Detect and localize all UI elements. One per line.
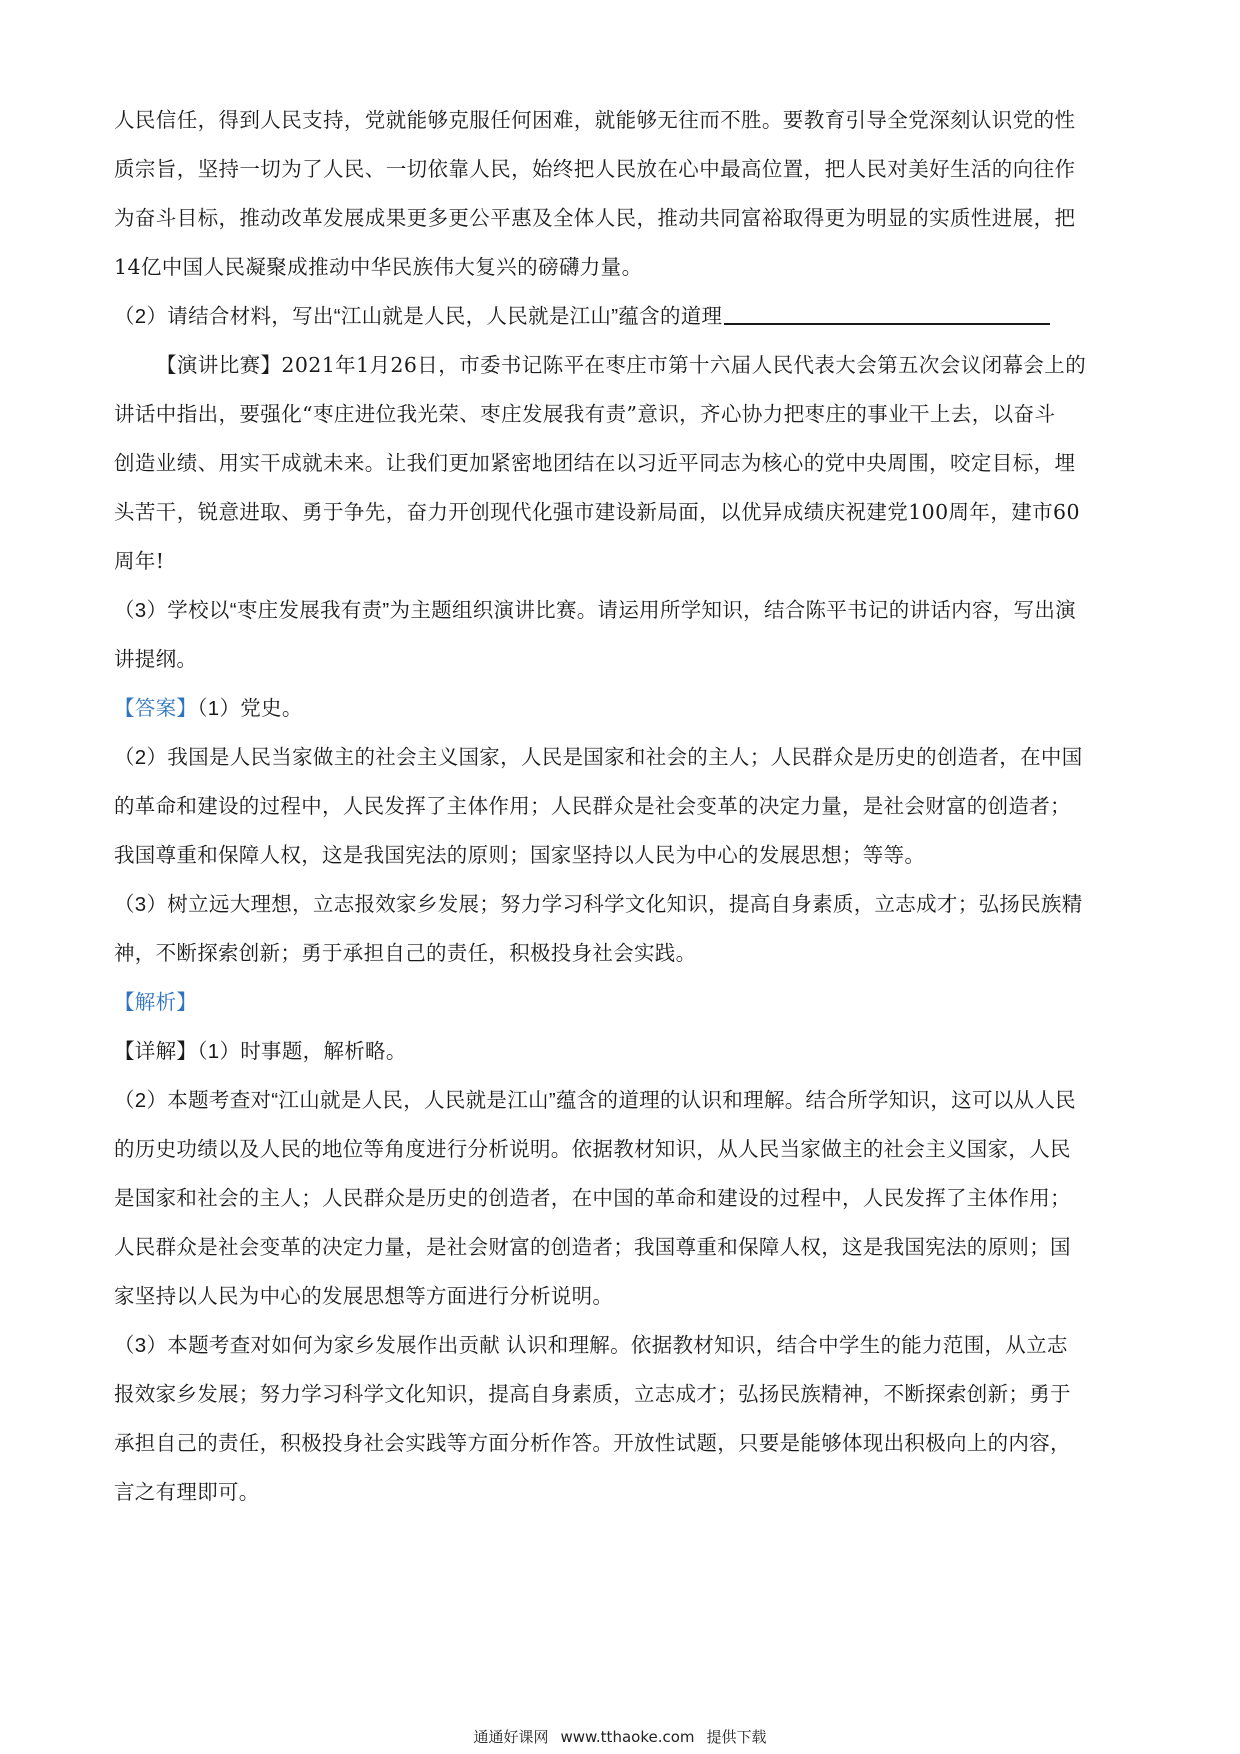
- analysis-line: 报效家乡发展；努力学习科学文化知识，提高自身素质，立志成才；弘扬民族精神，不断探索创新；勇于: [114, 1383, 1071, 1406]
- speech-tag: 【演讲比赛】: [156, 353, 282, 377]
- answer-blank: [724, 323, 1050, 325]
- answer-line: （3）树立远大理想，立志报效家乡发展；努力学习科学文化知识，提高自身素质，立志成才；弘扬民族精: [114, 893, 1083, 916]
- footer-url[interactable]: www.tthaoke.com: [560, 1728, 695, 1746]
- footer-site-name: 通通好课网: [473, 1728, 549, 1746]
- document-page: [114, 96, 1130, 1517]
- speech-line: 周年!: [114, 549, 165, 573]
- answer-label: 【答案】: [114, 697, 198, 720]
- speech-line: 讲话中指出，要强化“枣庄进位我光荣、枣庄发展我有责”意识，齐心协力把枣庄的事业干上去，以奋斗: [114, 402, 1056, 426]
- answer-line: （2）我国是人民当家做主的社会主义国家，人民是国家和社会的主人；人民群众是历史的创造者，在中国: [114, 746, 1083, 769]
- analysis-line: 的历史功绩以及人民的地位等角度进行分析说明。依据教材知识，从人民当家做主的社会主义国家，人民: [114, 1138, 1071, 1161]
- question-3: [114, 586, 1130, 684]
- analysis-line: 家坚持以人民为中心的发展思想等方面进行分析说明。: [114, 1285, 614, 1308]
- answer-part-1: [114, 684, 1130, 733]
- answer-section: [114, 684, 1130, 978]
- analysis-line: （3）本题考查对如何为家乡发展作出贡献 认识和理解。依据教材知识，结合中学生的能力范围，从立志: [114, 1334, 1068, 1357]
- material-line: 人民信任，得到人民支持，党就能够克服任何困难，就能够无往而不胜。要教育引导全党深刻认识党的性: [114, 108, 1076, 132]
- question-2-text: （2）请结合材料，写出“江山就是人民，人民就是江山”蕴含的道理: [114, 305, 723, 328]
- detail-label: 【详解】: [114, 1040, 198, 1063]
- answer-line: 的革命和建设的过程中，人民发挥了主体作用；人民群众是社会变革的决定力量，是社会财富的创造者；: [114, 795, 1071, 818]
- material-line: 质宗旨，坚持一切为了人民、一切依靠人民，始终把人民放在心中最高位置，把人民对美好生活的向往作: [114, 157, 1076, 181]
- material-line: 14亿中国人民凝聚成推动中华民族伟大复兴的磅礴力量。: [114, 255, 643, 279]
- footer-action: 提供下载: [706, 1728, 767, 1746]
- page-footer: [0, 1726, 1240, 1747]
- speech-line: 头苦干，锐意进取、勇于争先，奋力开创现代化强市建设新局面，以优异成绩庆祝建党100周年，建市60: [114, 500, 1080, 524]
- analysis-section: [114, 978, 1130, 1517]
- analysis-line: 人民群众是社会变革的决定力量，是社会财富的创造者；我国尊重和保障人权，这是我国宪法的原则；国: [114, 1236, 1071, 1259]
- analysis-line: 承担自己的责任，积极投身社会实践等方面分析作答。开放性试题，只要是能够体现出积极向上的内容，: [114, 1432, 1071, 1455]
- analysis-line: 言之有理即可。: [114, 1481, 260, 1504]
- speech-line: 创造业绩、用实干成就未来。让我们更加紧密地团结在以习近平同志为核心的党中央周围，咬定目标，埋: [114, 451, 1076, 475]
- analysis-heading: [114, 978, 1130, 1027]
- question-3-line: 讲提纲。: [114, 648, 198, 671]
- question-3-line: （3）学校以“枣庄发展我有责”为主题组织演讲比赛。请运用所学知识，结合陈平书记的讲话内容，写出演: [114, 599, 1076, 622]
- speech-line: [114, 341, 1130, 390]
- material-line: 为奋斗目标，推动改革发展成果更多更公平惠及全体人民，推动共同富裕取得更为明显的实质性进展，把: [114, 206, 1076, 230]
- answer-line: 神，不断探索创新；勇于承担自己的责任，积极投身社会实践。: [114, 942, 697, 965]
- analysis-label: 【解析】: [114, 991, 198, 1014]
- analysis-detail-part-1: [114, 1027, 1130, 1076]
- analysis-line: （2）本题考查对“江山就是人民，人民就是江山”蕴含的道理的认识和理解。结合所学知识，这可以从人民: [114, 1089, 1076, 1112]
- answer-line: 我国尊重和保障人权，这是我国宪法的原则；国家坚持以人民为中心的发展思想；等等。: [114, 844, 926, 867]
- question-2: [114, 292, 1130, 341]
- detail-part-1-text: （1）时事题，解析略。: [197, 1040, 407, 1063]
- analysis-line: 是国家和社会的主人；人民群众是历史的创造者，在中国的革命和建设的过程中，人民发挥了主体作用；: [114, 1187, 1071, 1210]
- speech-line-text: 2021年1月26日，市委书记陈平在枣庄市第十六届人民代表大会第五次会议闭幕会上的: [281, 353, 1087, 377]
- speech-material-paragraph: [114, 341, 1130, 586]
- material-intro-paragraph: [114, 96, 1130, 292]
- answer-part-1-text: （1）党史。: [197, 697, 303, 720]
